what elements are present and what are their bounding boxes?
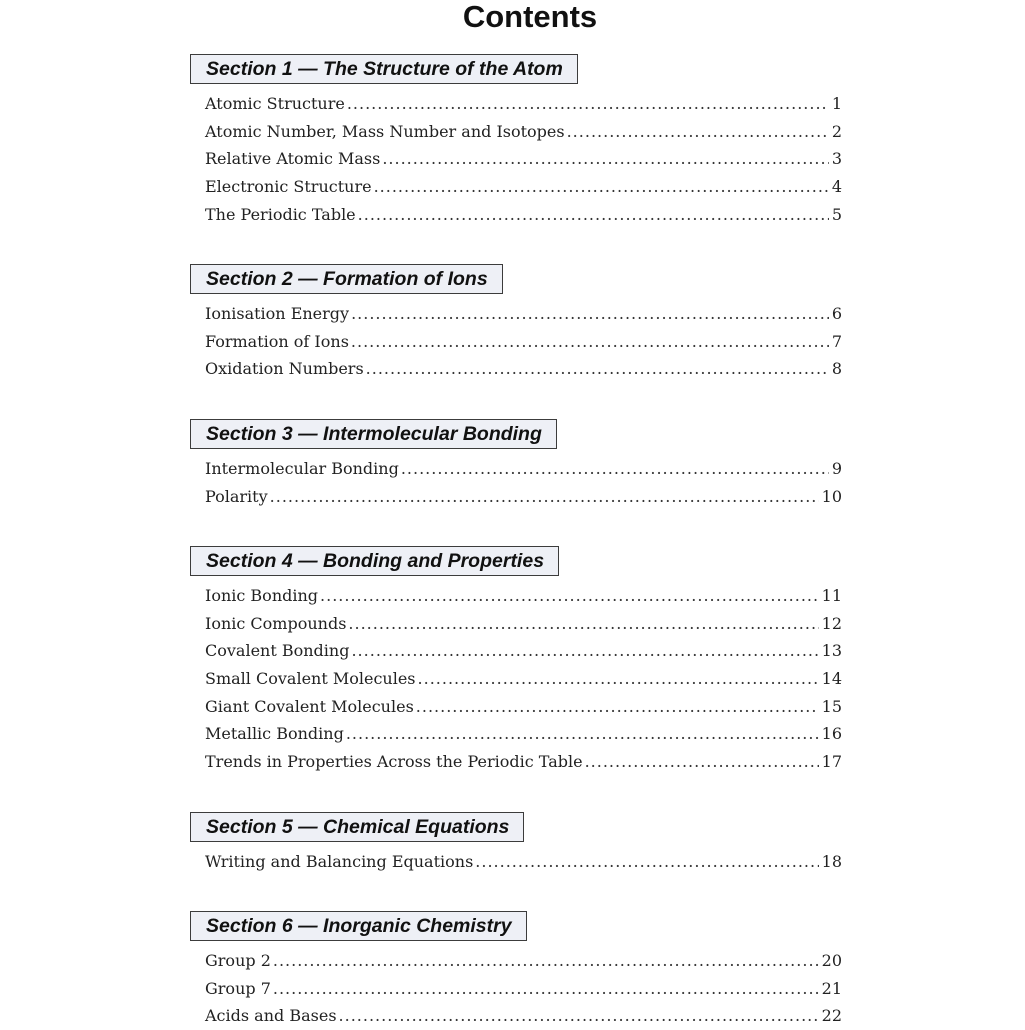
entry-title: Metallic Bonding [205,724,344,744]
entry-page-number: 8 [831,359,842,379]
entry-title: Atomic Number, Mass Number and Isotopes [205,121,565,141]
toc-entry[interactable] [190,328,842,356]
entry-page-number: 14 [821,669,842,689]
page-title: Contents [462,0,598,34]
toc-entry[interactable] [190,720,842,748]
entry-page-number: 5 [831,204,842,224]
section-5 [190,812,842,876]
dot-leader [374,173,829,201]
dot-leader [348,610,818,638]
entry-title: Writing and Balancing Equations [205,852,474,871]
section-4 [190,546,842,776]
entry-page-number: 11 [821,586,842,605]
entry-page-number: 6 [831,304,842,323]
toc-entry[interactable] [190,848,842,876]
section-1 [190,54,842,228]
entry-page-number: 2 [831,121,842,141]
entry-title: Giant Covalent Molecules [205,696,414,716]
entry-title: Intermolecular Bonding [205,459,399,478]
section-heading[interactable]: Section 6 — Inorganic Chemistry [190,911,527,941]
entry-page-number: 7 [831,331,842,351]
toc-entry[interactable] [190,355,842,383]
toc-entry[interactable] [190,173,842,201]
dot-leader [346,720,819,748]
toc-entry[interactable] [190,947,842,975]
dot-leader [320,582,819,610]
toc-entry[interactable] [190,300,842,328]
dot-leader [416,693,819,721]
toc-entry[interactable] [190,748,842,776]
toc-entry[interactable] [190,975,842,1003]
entry-title: Small Covalent Molecules [205,669,416,689]
toc-entry[interactable] [190,118,842,146]
dot-leader [358,201,829,229]
dot-leader [347,90,829,118]
entry-title: Trends in Properties Across the Periodic Table [205,752,583,772]
entry-title: Ionic Bonding [205,586,319,605]
dot-leader [351,637,818,665]
section-heading[interactable]: Section 2 — Formation of Ions [190,264,503,294]
section-2 [190,264,842,383]
section-heading[interactable]: Section 1 — The Structure of the Atom [190,54,578,84]
section-6 [190,911,842,1030]
dot-leader [567,118,829,146]
entry-page-number: 20 [821,951,842,970]
dot-leader [401,455,829,483]
entry-title: Formation of Ions [205,331,349,351]
entry-title: Polarity [205,486,268,506]
toc-entry[interactable] [190,637,842,665]
entry-title: Atomic Structure [205,94,345,113]
dot-leader [382,145,828,173]
section-heading[interactable]: Section 5 — Chemical Equations [190,812,524,842]
entry-title: Relative Atomic Mass [205,149,381,169]
entry-title: Ionic Compounds [205,613,347,633]
entry-page-number: 13 [821,641,842,661]
entry-page-number: 18 [821,852,842,871]
section-3 [190,419,842,510]
entry-title: Acids and Bases [205,1006,337,1026]
entry-page-number: 17 [821,752,842,772]
entry-title: The Periodic Table [205,204,356,224]
entry-page-number: 21 [821,978,842,998]
dot-leader [339,1002,819,1030]
dot-leader [418,665,819,693]
dot-leader [351,328,829,356]
toc-entry[interactable] [190,665,842,693]
entry-title: Oxidation Numbers [205,359,364,379]
entry-title: Ionisation Energy [205,304,350,323]
toc-entry[interactable] [190,145,842,173]
dot-leader [273,947,819,975]
toc-entry[interactable] [190,1002,842,1030]
dot-leader [585,748,819,776]
entry-page-number: 9 [831,459,842,478]
entry-page-number: 22 [821,1006,842,1026]
entry-title: Electronic Structure [205,177,372,197]
toc-entry[interactable] [190,483,842,511]
toc-entry[interactable] [190,201,842,229]
entry-title: Covalent Bonding [205,641,350,661]
section-heading[interactable]: Section 4 — Bonding and Properties [190,546,559,576]
entry-page-number: 15 [821,696,842,716]
dot-leader [475,848,818,876]
dot-leader [351,300,829,328]
toc-entry[interactable] [190,610,842,638]
entry-title: Group 7 [205,978,271,998]
section-heading[interactable]: Section 3 — Intermolecular Bonding [190,419,557,449]
toc-entry[interactable] [190,693,842,721]
dot-leader [366,355,829,383]
entry-page-number: 4 [831,177,842,197]
toc-entry[interactable] [190,455,842,483]
dot-leader [270,483,819,511]
entry-page-number: 16 [821,724,842,744]
entry-page-number: 1 [831,94,842,113]
entry-page-number: 3 [831,149,842,169]
toc-entry[interactable] [190,90,842,118]
entry-page-number: 12 [821,613,842,633]
entry-title: Group 2 [205,951,271,970]
dot-leader [273,975,819,1003]
entry-page-number: 10 [821,486,842,506]
toc-entry[interactable] [190,582,842,610]
